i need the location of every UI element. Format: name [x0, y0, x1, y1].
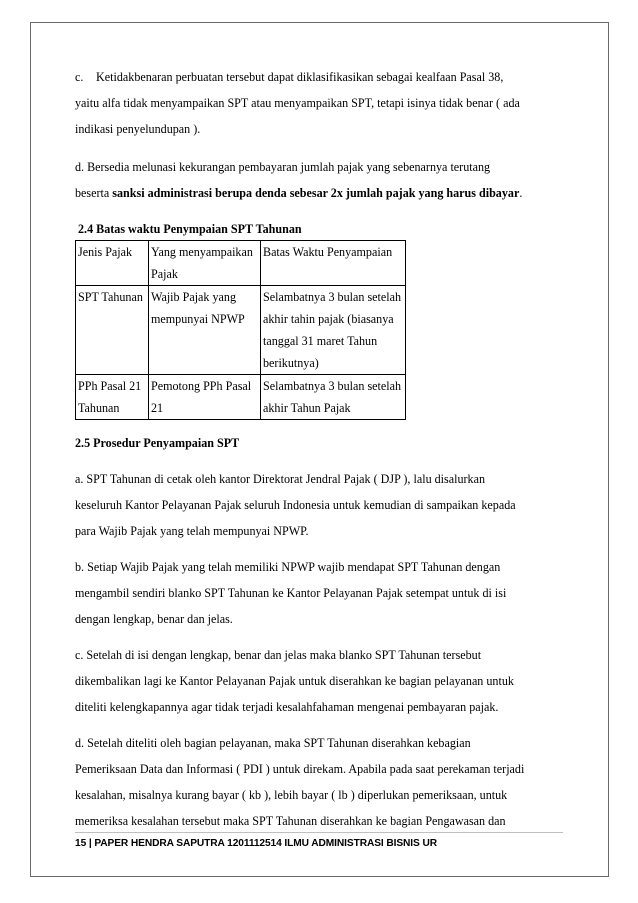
procedure-para-c [75, 642, 575, 720]
procedure-d-line1: d. Setelah diteliti oleh bagian pelayanan, maka SPT Tahunan diserahkan kebagian [75, 736, 471, 750]
procedure-b-line2: mengambil sendiri blanko SPT Tahunan ke Kantor Pelayanan Pajak setempat untuk di isi [75, 586, 507, 600]
procedure-c-line1: c. Setelah di isi dengan lengkap, benar dan jelas maka blanko SPT Tahunan tersebut [75, 648, 482, 662]
page-footer: 15 | PAPER HENDRA SAPUTRA 1201112514 ILMU ADMINISTRASI BISNIS UR [75, 838, 437, 849]
table-cell: SPT Tahunan [76, 286, 149, 375]
paragraph-c-label: c. [75, 70, 84, 84]
table-header-row [76, 241, 406, 286]
paragraph-c [75, 64, 575, 142]
table-header-cell: Batas Waktu Penyampaian [261, 241, 406, 286]
table-cell: Wajib Pajak yang mempunyai NPWP [149, 286, 261, 375]
paragraph-d-line1: d. Bersedia melunasi kekurangan pembayaran jumlah pajak yang sebenarnya terutang [75, 160, 491, 174]
table-header-cell: Jenis Pajak [76, 241, 149, 286]
table-cell: Pemotong PPh Pasal 21 [149, 375, 261, 420]
table-header-cell: Yang menyampaikan Pajak [149, 241, 261, 286]
procedure-a-line2: keseluruh Kantor Pelayanan Pajak seluruh Indonesia untuk kemudian di sampaikan kepada [75, 498, 516, 512]
paragraph-d-line2-suffix: . [519, 186, 523, 200]
procedure-para-d [75, 730, 575, 834]
paragraph-c-line1: Ketidakbenaran perbuatan tersebut dapat diklasifikasikan sebagai kealfaan Pasal 38, [96, 70, 504, 84]
table-cell: PPh Pasal 21 Tahunan [76, 375, 149, 420]
paragraph-c-line2: yaitu alfa tidak menyampaikan SPT atau menyampaikan SPT, tetapi isinya tidak benar ( ada [75, 96, 520, 110]
footer-divider [75, 832, 563, 833]
procedure-c-line3: diteliti kelengkapannya agar tidak terjadi kesalahfahaman mengenai pembayaran pajak. [75, 700, 499, 714]
table-cell: Selambatnya 3 bulan setelah akhir tahin pajak (biasanya tanggal 31 maret Tahun berikutnya) [261, 286, 406, 375]
procedure-para-b [75, 554, 575, 632]
paragraph-d-line2-prefix: beserta [75, 186, 113, 200]
paragraph-d [75, 154, 575, 206]
document-body [75, 64, 575, 834]
procedure-a-line1: a. SPT Tahunan di cetak oleh kantor Direktorat Jendral Pajak ( DJP ), lalu disalurkan [75, 472, 486, 486]
procedure-para-a [75, 466, 575, 544]
procedure-b-line3: dengan lengkap, benar dan jelas. [75, 612, 233, 626]
procedure-d-line3: kesalahan, misalnya kurang bayar ( kb ), lebih bayar ( lb ) diperlukan pemeriksaan, untuk [75, 788, 508, 802]
procedure-c-line2: dikembalikan lagi ke Kantor Pelayanan Pajak untuk diserahkan ke bagian pelayanan untuk [75, 674, 514, 688]
paragraph-d-bold-text: sanksi administrasi berupa denda sebesar 2x jumlah pajak yang harus dibayar [112, 186, 520, 200]
section-2-5-heading: 2.5 Prosedur Penyampaian SPT [75, 436, 240, 450]
spt-deadline-table [75, 240, 406, 420]
table-row [76, 375, 406, 420]
paragraph-c-line3: indikasi penyelundupan ). [75, 122, 201, 136]
procedure-d-line4: memeriksa kesalahan tersebut maka SPT Tahunan diserahkan ke bagian Pengawasan dan [75, 814, 506, 828]
procedure-d-line2: Pemeriksaan Data dan Informasi ( PDI ) untuk direkam. Apabila pada saat perekaman terjadi [75, 762, 525, 776]
section-2-4-heading: 2.4 Batas waktu Penympaian SPT Tahunan [78, 222, 302, 236]
procedure-a-line3: para Wajib Pajak yang telah mempunyai NPWP. [75, 524, 309, 538]
table-row [76, 286, 406, 375]
procedure-b-line1: b. Setiap Wajib Pajak yang telah memiliki NPWP wajib mendapat SPT Tahunan dengan [75, 560, 501, 574]
table-cell: Selambatnya 3 bulan setelah akhir Tahun Pajak [261, 375, 406, 420]
